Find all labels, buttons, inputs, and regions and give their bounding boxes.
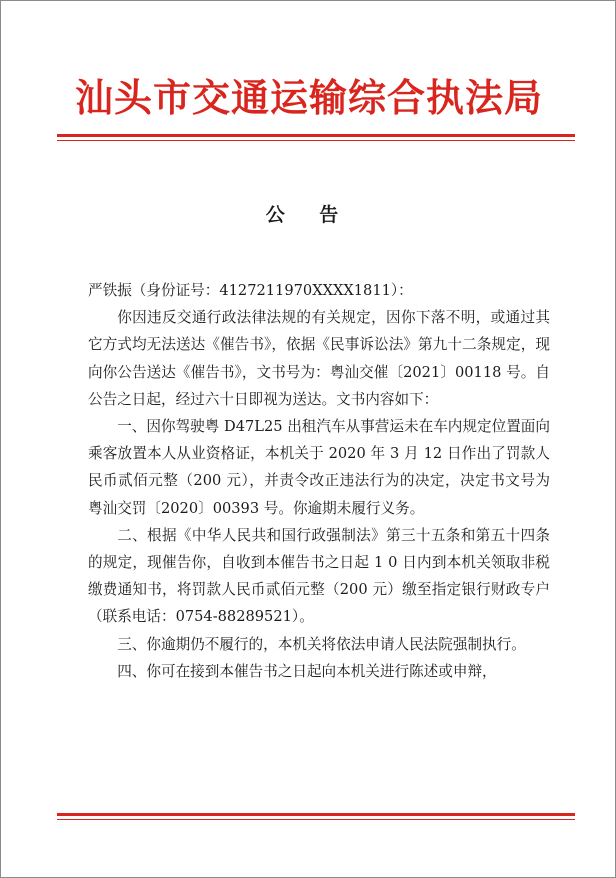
paragraph-intro: 你因违反交通行政法律法规的有关规定，因你下落不明，或通过其它方式均无法送达《催告书》，依据《民事诉讼法》第九十二条规定，现向你公告送达《催告书》，文书号为：粤汕交催〔2021〕00118 号。自公告之日起，经过六十日即视为送达。文书内容如下： — [88, 309, 550, 408]
document-title: 公 告 — [265, 204, 353, 226]
footer-red-rule-thin — [57, 819, 575, 820]
header-red-rule-thin — [57, 140, 575, 141]
paragraph-item-4: 四、你可在接到本催告书之日起向本机关进行陈述或申辩， — [117, 662, 497, 680]
footer-red-rule-thick — [57, 813, 575, 816]
paragraph-item-3: 三、你逾期仍不履行的，本机关将依法申请人民法院强制执行。 — [117, 635, 526, 653]
paragraph-item-1: 一、因你驾驶粤 D47L25 出租汽车从事营运未在车内规定位置面向乘客放置本人从业资格证，本机关于 2020 年 3 月 12 日作出了罚款人民币贰佰元整（200 元），并责令改正违法行为的决定，决定书文号为粤汕交罚〔2020〕00393 号。你逾期未履行义务。 — [88, 418, 550, 517]
addressee-line: 严铁振（身份证号：4127211970XXXX1811）： — [88, 282, 413, 299]
agency-header-title: 汕头市交通运输综合执法局 — [74, 75, 543, 120]
document-body — [88, 277, 550, 685]
paragraph-item-2: 二、根据《中华人民共和国行政强制法》第三十五条和第五十四条的规定，现催告你，自收到本催告书之日起 1 0 日内到本机关领取非税缴费通知书，将罚款人民币贰佰元整（200 元）缴至指定银行财政专户（联系电话：0754-88289521）。 — [88, 526, 550, 626]
header-red-rule-thick — [57, 134, 575, 137]
